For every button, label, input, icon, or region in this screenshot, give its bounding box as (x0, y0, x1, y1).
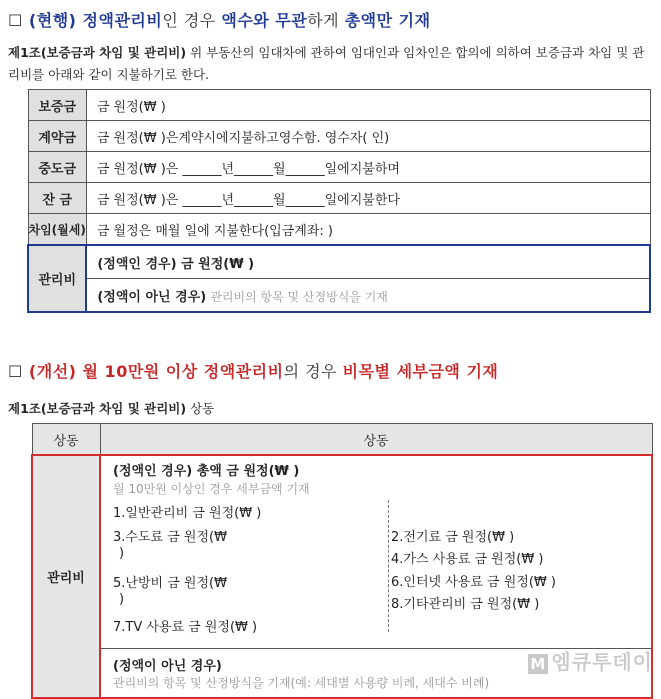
item-heating-close: ) (119, 592, 125, 607)
row-label: 잔 금 (28, 183, 86, 214)
row-label: 차임(월세) (28, 214, 86, 246)
item-electricity: 2.전기료 금 원정(₩ ) (391, 530, 515, 545)
item-general: 1.일반관리비 금 원정(₩ ) (113, 506, 262, 521)
item-other: 8.기타관리비 금 원정(₩ ) (391, 597, 540, 612)
table-row (28, 279, 650, 313)
item-water: 3.수도료 금 원정(₩ (113, 530, 227, 545)
article-paragraph (8, 42, 656, 86)
mgmt-fixed-cell (100, 455, 652, 649)
mgmt-fixed-line: (정액인 경우) 총액 금 원정(₩ ) (113, 464, 300, 479)
item-water-close: ) (119, 546, 125, 561)
heading-improved-title: (개선) 월 10만원 이상 정액관리비 (28, 362, 284, 381)
checkbox-icon: ☐ (8, 362, 23, 381)
article-paragraph (8, 398, 656, 420)
mgmt-variable-row (86, 279, 650, 313)
row-content: 금 원정(₩ )은 ______년______월______일에지불한다 (86, 183, 650, 214)
watermark-text: 엠큐투데이 (551, 650, 653, 674)
heading-emphasis: 액수와 무관 (221, 11, 308, 30)
row-content: 금 원정(₩ )은 ______년______월______일에지불하며 (86, 152, 650, 183)
mgmt-variable-label: (정액이 아닌 경우) (97, 289, 207, 305)
watermark (528, 646, 653, 675)
item-gas: 4.가스 사용료 금 원정(₩ ) (391, 552, 544, 567)
table-row (28, 90, 650, 121)
header-right: 상동 (100, 424, 652, 456)
mgmt-label: 관리비 (28, 245, 86, 312)
heading-text: 하게 (307, 11, 345, 30)
column-divider (388, 500, 389, 632)
row-content: 금 월정은 매월 일에 지불한다(입금계좌: ) (86, 214, 650, 246)
article-title: 제1조(보증금과 차임 및 관리비) (8, 45, 187, 60)
current-contract-table (27, 89, 651, 313)
heading-improved (8, 359, 498, 382)
table-row (28, 183, 650, 214)
heading-current-title: (현행) 정액관리비 (28, 11, 163, 30)
mgmt-fixed-row: (정액인 경우) 금 원정(₩ ) (86, 245, 650, 279)
checkbox-icon: ☐ (8, 11, 23, 30)
item-internet: 6.인터넷 사용료 금 원정(₩ ) (391, 575, 556, 590)
table-row (32, 455, 652, 649)
header-left: 상동 (32, 424, 100, 456)
row-label: 보증금 (28, 90, 86, 121)
row-content: 금 원정(₩ ) (86, 90, 650, 121)
table-row (28, 245, 650, 279)
mgmt-label: 관리비 (32, 455, 100, 698)
mgmt-variable-note: 관리비의 항목 및 산정방식을 기재 (210, 289, 388, 304)
row-content: 금 원정(₩ )은계약시에지불하고영수함. 영수자( 인) (86, 121, 650, 152)
table-row (28, 152, 650, 183)
mgmt-detail-note: 월 10만원 이상인 경우 세부금액 기재 (113, 482, 310, 496)
heading-emphasis: 총액만 기재 (344, 11, 431, 30)
heading-text: 의 경우 (283, 362, 343, 381)
article-title: 제1조(보증금과 차임 및 관리비) (8, 401, 187, 416)
item-heating: 5.난방비 금 원정(₩ (113, 576, 227, 591)
heading-text: 인 경우 (162, 11, 222, 30)
mgmt-items (113, 498, 641, 648)
row-label: 중도금 (28, 152, 86, 183)
article-text: 상동 (186, 401, 215, 416)
item-tv: 7.TV 사용료 금 원정(₩ ) (113, 620, 258, 635)
table-header-row (32, 424, 652, 456)
row-label: 계약금 (28, 121, 86, 152)
article-text: 위 부동산의 임대차에 관하여 임대인과 임차인은 합의에 의하여 보증금과 차임 및 관리비를 아래와 같이 지불하기로 한다. (8, 45, 645, 82)
table-row (28, 121, 650, 152)
mgmt-variable-label: (정액이 아닌 경우) (113, 659, 222, 674)
table-row (28, 214, 650, 246)
heading-current (8, 8, 431, 31)
heading-emphasis: 비목별 세부금액 기재 (342, 362, 499, 381)
watermark-logo: M (528, 654, 548, 674)
mgmt-variable-note: 관리비의 항목 및 산정방식을 기재(예: 세대별 사용량 비례, 세대수 비례) (113, 676, 490, 690)
